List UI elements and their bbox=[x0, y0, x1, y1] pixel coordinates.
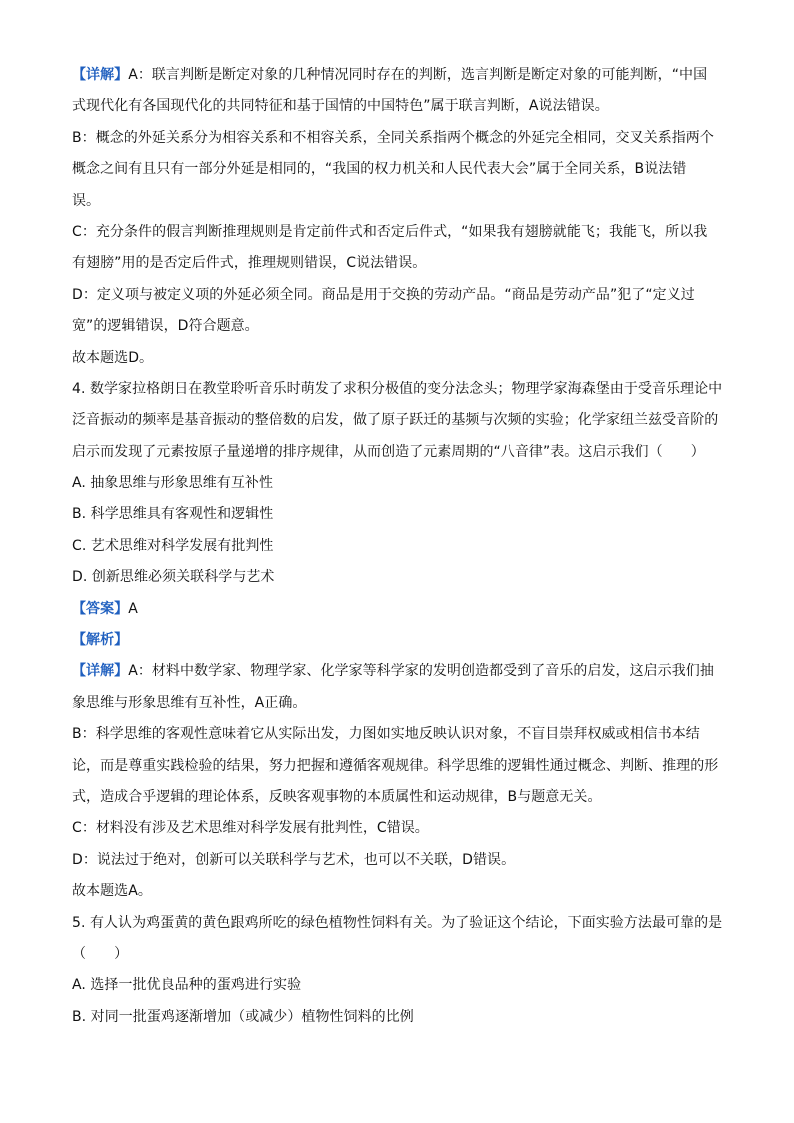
line-text: 象思维与形象思维有互补性，A正确。 bbox=[72, 694, 307, 711]
line-text: 式现代化有各国现代化的共同特征和基于国情的中国特色”属于联言判断，A说法错误。 bbox=[72, 98, 609, 115]
text-line bbox=[72, 343, 724, 374]
text-line bbox=[72, 719, 724, 750]
option-b bbox=[72, 1002, 724, 1033]
line-text: A. 选择一批优良品种的蛋鸡进行实验 bbox=[72, 977, 302, 994]
line-text: （ ） bbox=[72, 945, 129, 962]
line-text: 故本题选A。 bbox=[72, 883, 152, 900]
line-text: 论，而是尊重实践检验的结果，努力把握和遵循客观规律。科学思维的逻辑性通过概念、判断、推理的形 bbox=[72, 757, 719, 774]
text-line bbox=[72, 217, 724, 248]
text-line bbox=[72, 154, 724, 185]
text-line bbox=[72, 248, 724, 279]
line-text: D：定义项与被定义项的外延必须全同。商品是用于交换的劳动产品。“商品是劳动产品”犯了“定义过 bbox=[72, 286, 695, 303]
line-text: B：概念的外延关系分为相容关系和不相容关系，全同关系指两个概念的外延完全相同，交叉关系指两个 bbox=[72, 129, 714, 146]
line-text: 宽”的逻辑错误，D符合题意。 bbox=[72, 318, 259, 335]
text-line bbox=[72, 311, 724, 342]
option-b bbox=[72, 499, 724, 530]
answer-line bbox=[72, 594, 724, 625]
text-line bbox=[72, 186, 724, 217]
text-line bbox=[72, 123, 724, 154]
question-5-stem bbox=[72, 908, 724, 939]
text-line bbox=[72, 751, 724, 782]
text-line bbox=[72, 656, 724, 687]
text-line bbox=[72, 845, 724, 876]
line-text: A：联言判断是断定对象的几种情况同时存在的判断，选言判断是断定对象的可能判断，“中国 bbox=[128, 67, 708, 83]
analysis-heading bbox=[72, 625, 724, 656]
text-line bbox=[72, 437, 724, 468]
line-text: 5. 有人认为鸡蛋黄的黄色跟鸡所吃的绿色植物性饲料有关。为了验证这个结论，下面实验方法最可靠的是 bbox=[72, 914, 723, 931]
text-line bbox=[72, 60, 724, 91]
line-text: A：材料中数学家、物理学家、化学家等科学家的发明创造都受到了音乐的启发，这启示我们抽 bbox=[128, 663, 714, 680]
line-text: 误。 bbox=[72, 192, 101, 209]
line-text: 故本题选D。 bbox=[72, 349, 154, 366]
section-tag: 【详解】 bbox=[72, 67, 129, 83]
line-text: B：科学思维的客观性意味着它从实际出发，力图如实地反映认识对象，不盲目崇拜权威或相信书本结 bbox=[72, 726, 700, 743]
option-a bbox=[72, 468, 724, 499]
text-line bbox=[72, 688, 724, 719]
option-d bbox=[72, 562, 724, 593]
line-text: C：材料没有涉及艺术思维对科学发展有批判性，C错误。 bbox=[72, 820, 429, 837]
text-line bbox=[72, 280, 724, 311]
section-tag: 【答案】 bbox=[72, 600, 129, 617]
text-line bbox=[72, 405, 724, 436]
option-c bbox=[72, 531, 724, 562]
text-line bbox=[72, 91, 724, 122]
text-line bbox=[72, 939, 724, 970]
line-text: D. 创新思维必须关联科学与艺术 bbox=[72, 569, 275, 586]
line-text: A. 抽象思维与形象思维有互补性 bbox=[72, 475, 274, 492]
text-line bbox=[72, 813, 724, 844]
line-text: 式，造成合乎逻辑的理论体系，反映客观事物的本质属性和运动规律，B与题意无关。 bbox=[72, 788, 602, 805]
line-text: 启示而发现了元素按原子量递增的排序规律，从而创造了元素周期的“八音律”表。这启示我们（ ） bbox=[72, 443, 705, 460]
text-line bbox=[72, 782, 724, 813]
line-text: C：充分条件的假言判断推理规则是肯定前件式和否定后件式，“如果我有翅膀就能飞；我能飞，所以我 bbox=[72, 223, 708, 240]
section-tag: 【详解】 bbox=[72, 663, 129, 680]
document-body bbox=[72, 60, 724, 1033]
line-text: B. 对同一批蛋鸡逐渐增加（或减少）植物性饲料的比例 bbox=[72, 1008, 414, 1025]
section-tag: 【解析】 bbox=[72, 632, 129, 649]
text-line bbox=[72, 876, 724, 907]
line-text: 4. 数学家拉格朗日在教堂聆听音乐时萌发了求积分极值的变分法念头；物理学家海森堡由于受音乐理论中 bbox=[72, 380, 723, 397]
line-text: 概念之间有且只有一部分外延是相同的，“我国的权力机关和人民代表大会”属于全同关系，B说法错 bbox=[72, 161, 687, 178]
line-text: 泛音振动的频率是基音振动的整倍数的启发，做了原子跃迁的基频与次频的实验；化学家纽兰兹受音阶的 bbox=[72, 412, 719, 429]
line-text: 有翅膀”用的是否定后件式，推理规则错误，C说法错误。 bbox=[72, 255, 427, 272]
line-text: C. 艺术思维对科学发展有批判性 bbox=[72, 537, 274, 554]
option-a bbox=[72, 970, 724, 1001]
line-text: A bbox=[128, 600, 138, 617]
question-4-stem bbox=[72, 374, 724, 405]
line-text: B. 科学思维具有客观性和逻辑性 bbox=[72, 506, 274, 523]
line-text: D：说法过于绝对，创新可以关联科学与艺术，也可以不关联，D错误。 bbox=[72, 851, 516, 868]
